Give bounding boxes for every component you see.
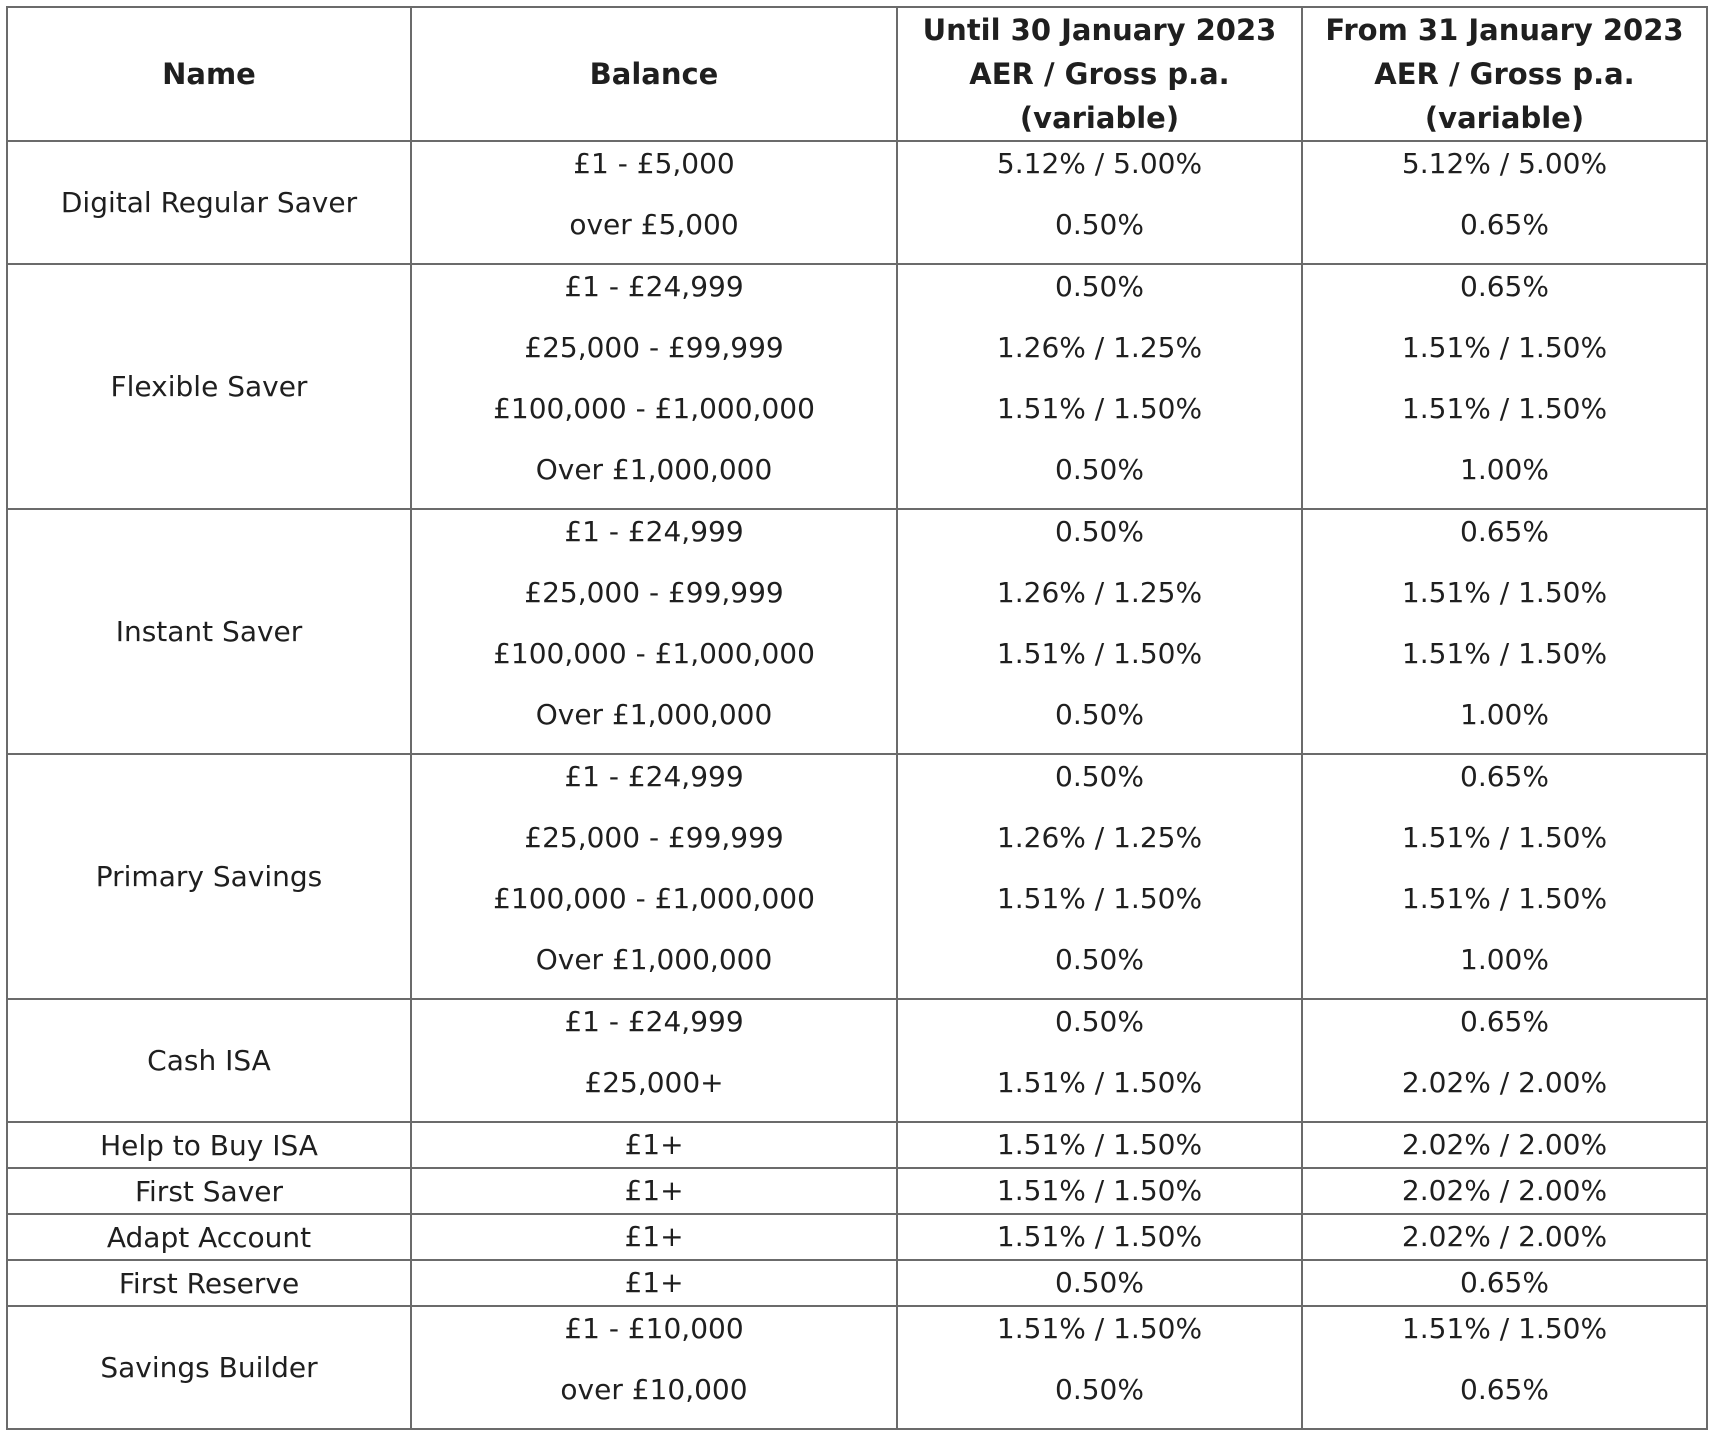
rate-until-cell — [897, 1306, 1302, 1429]
rate-from-cell — [1302, 1168, 1707, 1214]
rate-until-value: 0.50% — [1055, 208, 1144, 241]
header-from-line: AER / Gross p.a. — [1374, 57, 1635, 91]
table-body — [7, 141, 1707, 1429]
rate-from-value: 2.02% / 2.00% — [1401, 1220, 1608, 1253]
balance-cell — [411, 1260, 897, 1306]
table-row — [7, 141, 1707, 264]
balance-value: £1 - £24,999 — [564, 270, 744, 303]
table-row — [7, 264, 1707, 509]
rate-until-value: 1.26% / 1.25% — [996, 331, 1203, 364]
rate-from-cell — [1302, 1260, 1707, 1306]
balance-value: Over £1,000,000 — [535, 943, 773, 976]
rate-from-cell — [1302, 1122, 1707, 1168]
balance-value: £1+ — [624, 1266, 684, 1299]
balance-cell — [411, 509, 897, 754]
rate-until-value: 1.51% / 1.50% — [996, 882, 1203, 915]
rate-from-value: 1.51% / 1.50% — [1401, 1312, 1608, 1345]
balance-value: £1 - £10,000 — [564, 1312, 744, 1345]
balance-value: over £5,000 — [569, 208, 739, 241]
rate-until-cell — [897, 1122, 1302, 1168]
header-until-line: (variable) — [1019, 101, 1180, 135]
rate-from-cell — [1302, 264, 1707, 509]
rate-until-cell — [897, 754, 1302, 999]
rate-from-value: 2.02% / 2.00% — [1401, 1128, 1608, 1161]
rate-until-value: 1.51% / 1.50% — [996, 1174, 1203, 1207]
header-row — [7, 7, 1707, 141]
account-name-cell: Instant Saver — [7, 509, 411, 754]
rate-from-value: 0.65% — [1460, 1373, 1549, 1406]
rate-until-value: 1.26% / 1.25% — [996, 821, 1203, 854]
table-row — [7, 999, 1707, 1122]
balance-value: Over £1,000,000 — [535, 453, 773, 486]
balance-cell — [411, 1122, 897, 1168]
rate-from-value: 1.51% / 1.50% — [1401, 637, 1608, 670]
rate-until-cell — [897, 1260, 1302, 1306]
header-from — [1302, 7, 1707, 141]
account-name-cell: First Saver — [7, 1168, 411, 1214]
rate-from-value: 1.51% / 1.50% — [1401, 576, 1608, 609]
table-row — [7, 1260, 1707, 1306]
rate-from-cell — [1302, 1214, 1707, 1260]
header-from-line: From 31 January 2023 — [1325, 13, 1684, 47]
account-name-cell: First Reserve — [7, 1260, 411, 1306]
account-name-cell: Primary Savings — [7, 754, 411, 999]
rate-until-value: 1.51% / 1.50% — [996, 1312, 1203, 1345]
rate-until-value: 5.12% / 5.00% — [996, 147, 1203, 180]
rate-until-value: 0.50% — [1055, 453, 1144, 486]
balance-cell — [411, 1306, 897, 1429]
rate-from-value: 0.65% — [1460, 1266, 1549, 1299]
balance-value: £25,000 - £99,999 — [524, 331, 784, 364]
rate-until-cell — [897, 999, 1302, 1122]
balance-cell — [411, 1168, 897, 1214]
balance-value: over £10,000 — [560, 1373, 748, 1406]
balance-value: £100,000 - £1,000,000 — [493, 637, 815, 670]
balance-cell — [411, 754, 897, 999]
savings-rates-table — [6, 6, 1708, 1430]
rate-until-cell — [897, 509, 1302, 754]
account-name-cell: Help to Buy ISA — [7, 1122, 411, 1168]
rate-until-value: 0.50% — [1055, 270, 1144, 303]
balance-cell — [411, 1214, 897, 1260]
rate-until-value: 0.50% — [1055, 1373, 1144, 1406]
rate-from-value: 1.00% — [1460, 453, 1549, 486]
account-name-cell: Digital Regular Saver — [7, 141, 411, 264]
balance-value: £1 - £24,999 — [564, 1005, 744, 1038]
rate-until-value: 1.26% / 1.25% — [996, 576, 1203, 609]
account-name-cell: Flexible Saver — [7, 264, 411, 509]
balance-value: £1+ — [624, 1174, 684, 1207]
rate-from-value: 1.00% — [1460, 698, 1549, 731]
rate-from-value: 0.65% — [1460, 1005, 1549, 1038]
rate-until-value: 0.50% — [1055, 698, 1144, 731]
balance-value: £25,000 - £99,999 — [524, 821, 784, 854]
table-row — [7, 754, 1707, 999]
balance-value: £25,000+ — [584, 1066, 724, 1099]
header-until-line: AER / Gross p.a. — [969, 57, 1230, 91]
rate-from-value: 1.51% / 1.50% — [1401, 331, 1608, 364]
rate-from-cell — [1302, 754, 1707, 999]
table-row — [7, 1122, 1707, 1168]
rate-from-value: 0.65% — [1460, 760, 1549, 793]
table-header — [7, 7, 1707, 141]
account-name-cell: Cash ISA — [7, 999, 411, 1122]
rate-from-value: 1.51% / 1.50% — [1401, 882, 1608, 915]
header-from-line: (variable) — [1424, 101, 1585, 135]
rate-from-cell — [1302, 1306, 1707, 1429]
rate-until-cell — [897, 1214, 1302, 1260]
rate-until-cell — [897, 264, 1302, 509]
table-row — [7, 1168, 1707, 1214]
header-until-line: Until 30 January 2023 — [922, 13, 1277, 47]
rate-from-value: 1.51% / 1.50% — [1401, 821, 1608, 854]
balance-cell — [411, 999, 897, 1122]
header-balance: Balance — [411, 7, 897, 141]
rate-from-cell — [1302, 509, 1707, 754]
rate-from-value: 2.02% / 2.00% — [1401, 1174, 1608, 1207]
rate-until-value: 0.50% — [1055, 760, 1144, 793]
rate-until-cell — [897, 141, 1302, 264]
table-row — [7, 1306, 1707, 1429]
rate-from-value: 1.51% / 1.50% — [1401, 392, 1608, 425]
rate-until-value: 1.51% / 1.50% — [996, 1066, 1203, 1099]
rate-from-value: 0.65% — [1460, 515, 1549, 548]
rate-until-value: 0.50% — [1055, 1266, 1144, 1299]
account-name-cell: Savings Builder — [7, 1306, 411, 1429]
balance-value: £25,000 - £99,999 — [524, 576, 784, 609]
balance-value: Over £1,000,000 — [535, 698, 773, 731]
balance-cell — [411, 141, 897, 264]
rate-from-value: 0.65% — [1460, 208, 1549, 241]
header-name: Name — [7, 7, 411, 141]
rate-until-value: 0.50% — [1055, 1005, 1144, 1038]
rate-until-value: 1.51% / 1.50% — [996, 637, 1203, 670]
account-name-cell: Adapt Account — [7, 1214, 411, 1260]
rate-from-value: 0.65% — [1460, 270, 1549, 303]
rate-from-value: 1.00% — [1460, 943, 1549, 976]
rate-until-value: 1.51% / 1.50% — [996, 1128, 1203, 1161]
table-row — [7, 1214, 1707, 1260]
balance-cell — [411, 264, 897, 509]
balance-value: £1 - £24,999 — [564, 760, 744, 793]
rate-from-cell — [1302, 141, 1707, 264]
balance-value: £1 - £24,999 — [564, 515, 744, 548]
rate-until-value: 1.51% / 1.50% — [996, 1220, 1203, 1253]
table-row — [7, 509, 1707, 754]
balance-value: £1 - £5,000 — [573, 147, 735, 180]
rate-until-value: 1.51% / 1.50% — [996, 392, 1203, 425]
balance-value: £100,000 - £1,000,000 — [493, 392, 815, 425]
balance-value: £1+ — [624, 1220, 684, 1253]
balance-value: £1+ — [624, 1128, 684, 1161]
rate-until-value: 0.50% — [1055, 515, 1144, 548]
rate-from-cell — [1302, 999, 1707, 1122]
balance-value: £100,000 - £1,000,000 — [493, 882, 815, 915]
rate-from-value: 2.02% / 2.00% — [1401, 1066, 1608, 1099]
rate-from-value: 5.12% / 5.00% — [1401, 147, 1608, 180]
rate-until-value: 0.50% — [1055, 943, 1144, 976]
rate-until-cell — [897, 1168, 1302, 1214]
header-until — [897, 7, 1302, 141]
